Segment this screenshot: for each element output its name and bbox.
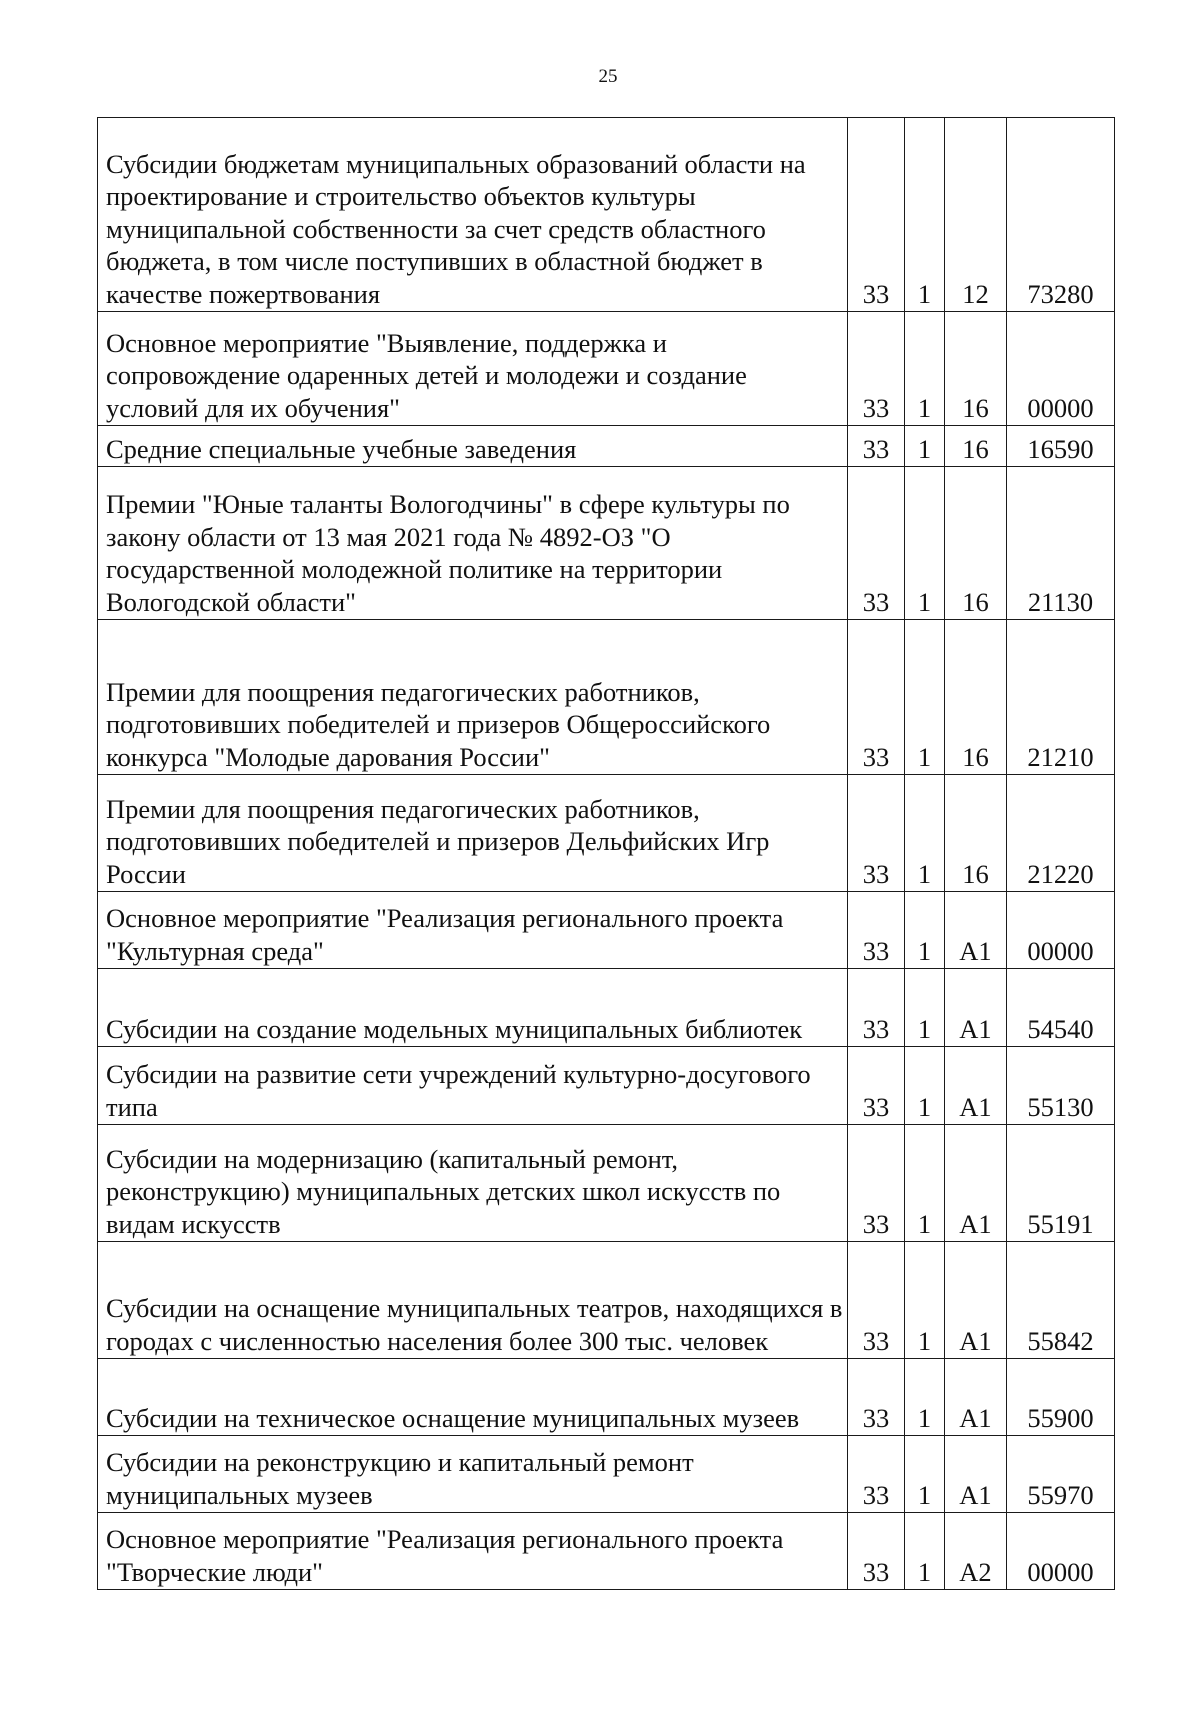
code-direction: 55900 (1007, 1359, 1115, 1436)
table-row (98, 426, 1115, 467)
code-subprogram: 1 (905, 1047, 945, 1125)
code-program: 33 (848, 312, 905, 426)
code-program: 33 (848, 775, 905, 892)
row-description: Основное мероприятие "Реализация регионального проекта "Культурная среда" (98, 892, 848, 969)
code-activity: 16 (945, 467, 1007, 620)
table-row (98, 312, 1115, 426)
table-row (98, 1359, 1115, 1436)
code-subprogram: 1 (905, 1513, 945, 1590)
page-number: 25 (598, 66, 618, 87)
code-program: 33 (848, 1436, 905, 1513)
code-direction: 73280 (1007, 118, 1115, 312)
row-description: Основное мероприятие "Реализация регионального проекта "Творческие люди" (98, 1513, 848, 1590)
code-subprogram: 1 (905, 1242, 945, 1359)
code-direction: 54540 (1007, 969, 1115, 1047)
code-direction: 00000 (1007, 892, 1115, 969)
code-activity: 16 (945, 426, 1007, 467)
code-direction: 55191 (1007, 1125, 1115, 1242)
code-activity: 16 (945, 312, 1007, 426)
table-row (98, 1242, 1115, 1359)
table-row (98, 1047, 1115, 1125)
code-subprogram: 1 (905, 312, 945, 426)
row-description: Основное мероприятие "Выявление, поддержка и сопровождение одаренных детей и молодежи и создание условий для их обучения" (98, 312, 848, 426)
row-description: Средние специальные учебные заведения (98, 426, 848, 467)
row-description: Премии для поощрения педагогических работников, подготовивших победителей и призеров Дельфийских Игр России (98, 775, 848, 892)
code-program: 33 (848, 1242, 905, 1359)
table-row (98, 969, 1115, 1047)
code-direction: 55130 (1007, 1047, 1115, 1125)
code-subprogram: 1 (905, 118, 945, 312)
code-program: 33 (848, 969, 905, 1047)
code-subprogram: 1 (905, 892, 945, 969)
table-row (98, 467, 1115, 620)
code-program: 33 (848, 118, 905, 312)
table-row (98, 620, 1115, 775)
code-program: 33 (848, 467, 905, 620)
code-direction: 00000 (1007, 312, 1115, 426)
table-row (98, 775, 1115, 892)
row-description: Субсидии бюджетам муниципальных образований области на проектирование и строительство объектов культуры муниципальной собственности за счет средств областного бюджета, в том числе поступивших в областной бюджет в качестве пожертвования (98, 118, 848, 312)
code-direction: 55842 (1007, 1242, 1115, 1359)
code-direction: 21130 (1007, 467, 1115, 620)
row-description: Субсидии на техническое оснащение муниципальных музеев (98, 1359, 848, 1436)
code-subprogram: 1 (905, 969, 945, 1047)
code-program: 33 (848, 1125, 905, 1242)
code-activity: 12 (945, 118, 1007, 312)
code-activity: A1 (945, 969, 1007, 1047)
row-description: Премии "Юные таланты Вологодчины" в сфере культуры по закону области от 13 мая 2021 года № 4892-ОЗ "О государственной молодежной политике на территории Вологодской области" (98, 467, 848, 620)
table-row (98, 1436, 1115, 1513)
row-description: Субсидии на модернизацию (капитальный ремонт, реконструкцию) муниципальных детских школ искусств по видам искусств (98, 1125, 848, 1242)
code-activity: A1 (945, 1125, 1007, 1242)
code-subprogram: 1 (905, 775, 945, 892)
code-direction: 21210 (1007, 620, 1115, 775)
code-program: 33 (848, 892, 905, 969)
table-row (98, 118, 1115, 312)
row-description: Субсидии на развитие сети учреждений культурно-досугового типа (98, 1047, 848, 1125)
code-program: 33 (848, 620, 905, 775)
budget-classification-table (97, 117, 1115, 1590)
table-row (98, 892, 1115, 969)
code-activity: A1 (945, 1359, 1007, 1436)
code-program: 33 (848, 426, 905, 467)
code-activity: A1 (945, 892, 1007, 969)
code-subprogram: 1 (905, 467, 945, 620)
row-description: Субсидии на создание модельных муниципальных библиотек (98, 969, 848, 1047)
code-program: 33 (848, 1359, 905, 1436)
code-activity: A1 (945, 1047, 1007, 1125)
code-subprogram: 1 (905, 426, 945, 467)
code-direction: 16590 (1007, 426, 1115, 467)
table-row (98, 1513, 1115, 1590)
table-row (98, 1125, 1115, 1242)
code-subprogram: 1 (905, 1125, 945, 1242)
code-subprogram: 1 (905, 1436, 945, 1513)
code-activity: A1 (945, 1436, 1007, 1513)
code-activity: A1 (945, 1242, 1007, 1359)
code-activity: 16 (945, 620, 1007, 775)
code-subprogram: 1 (905, 620, 945, 775)
code-program: 33 (848, 1047, 905, 1125)
code-direction: 00000 (1007, 1513, 1115, 1590)
code-subprogram: 1 (905, 1359, 945, 1436)
row-description: Субсидии на реконструкцию и капитальный ремонт муниципальных музеев (98, 1436, 848, 1513)
code-direction: 55970 (1007, 1436, 1115, 1513)
code-activity: A2 (945, 1513, 1007, 1590)
code-activity: 16 (945, 775, 1007, 892)
row-description: Премии для поощрения педагогических работников, подготовивших победителей и призеров Общероссийского конкурса "Молодые дарования России" (98, 620, 848, 775)
code-direction: 21220 (1007, 775, 1115, 892)
row-description: Субсидии на оснащение муниципальных театров, находящихся в городах с численностью населения более 300 тыс. человек (98, 1242, 848, 1359)
code-program: 33 (848, 1513, 905, 1590)
